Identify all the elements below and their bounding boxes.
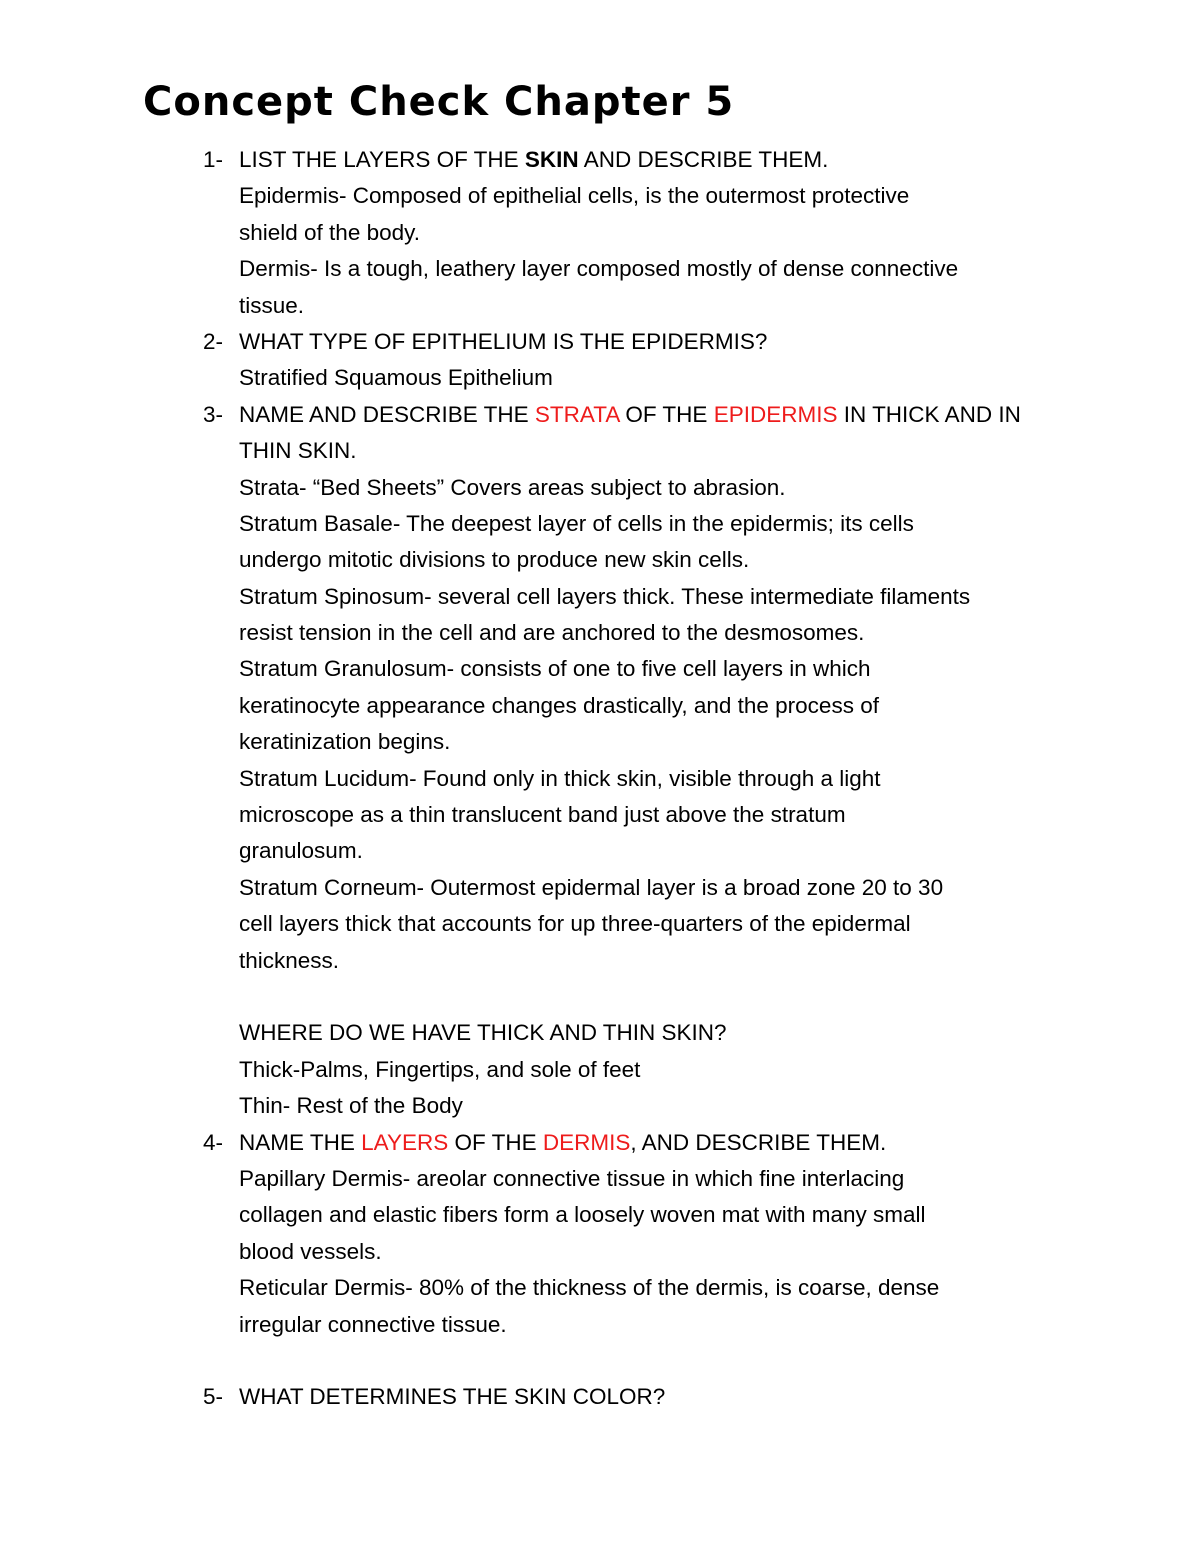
answer-line: blood vessels.	[239, 1238, 382, 1264]
blank-line	[0, 979, 1200, 1015]
question-5	[0, 1379, 1200, 1415]
answer-line: undergo mitotic divisions to produce new skin cells.	[239, 547, 750, 573]
question-text: IN THICK AND IN	[837, 401, 1021, 427]
answer-line: Thick-Palms, Fingertips, and sole of feet	[239, 1056, 641, 1082]
answer-line: Papillary Dermis- areolar connective tissue in which fine interlacing	[239, 1165, 905, 1191]
answer-line: Stratum Spinosum- several cell layers thick. These intermediate filaments	[239, 583, 971, 609]
answer-line: cell layers thick that accounts for up three-quarters of the epidermal	[239, 911, 911, 937]
question-number: 2-	[203, 328, 224, 354]
question-number: 4-	[203, 1129, 224, 1155]
answer-line: granulosum.	[239, 838, 363, 864]
question-keyword: STRATA	[534, 401, 620, 427]
question-text: WHAT TYPE OF EPITHELIUM IS THE EPIDERMIS?	[239, 328, 768, 354]
page-title: Concept Check Chapter 5	[143, 79, 735, 125]
answer-line: Strata- “Bed Sheets” Covers areas subject to abrasion.	[239, 474, 786, 500]
question-list	[0, 142, 1200, 1416]
question-emphasis: SKIN	[524, 147, 579, 172]
answer-line: tissue.	[239, 292, 305, 318]
question-3	[0, 397, 1200, 433]
answer-line: microscope as a thin translucent band just above the stratum	[239, 802, 846, 828]
answer-line: irregular connective tissue.	[239, 1311, 507, 1337]
question-4	[0, 1125, 1200, 1161]
question-text: NAME THE	[239, 1129, 362, 1155]
question-keyword: EPIDERMIS	[713, 401, 838, 427]
sub-question: WHERE DO WE HAVE THICK AND THIN SKIN?	[239, 1020, 727, 1046]
question-number: 3-	[203, 401, 224, 427]
question-keyword: LAYERS	[361, 1129, 449, 1155]
answer-line: Dermis- Is a tough, leathery layer composed mostly of dense connective	[239, 256, 959, 282]
question-text-continued: THIN SKIN.	[239, 438, 357, 464]
question-text: NAME AND DESCRIBE THE	[239, 401, 535, 427]
answer-line: Epidermis- Composed of epithelial cells, is the outermost protective	[239, 183, 910, 209]
answer-line: Stratum Basale- The deepest layer of cells in the epidermis; its cells	[239, 510, 914, 536]
question-number: 5-	[203, 1384, 224, 1410]
answer-line: resist tension in the cell and are anchored to the desmosomes.	[239, 620, 865, 646]
answer-line: Stratum Corneum- Outermost epidermal layer is a broad zone 20 to 30	[239, 874, 944, 900]
question-text: OF THE	[619, 401, 714, 427]
answer-line: keratinocyte appearance changes drastically, and the process of	[239, 692, 879, 718]
question-text: LIST THE LAYERS OF THE	[239, 147, 525, 172]
answer-line: Stratum Lucidum- Found only in thick skin, visible through a light	[239, 765, 881, 791]
answer-line: collagen and elastic fibers form a loosely woven mat with many small	[239, 1202, 926, 1228]
answer-line: Stratified Squamous Epithelium	[239, 365, 553, 391]
question-2	[0, 324, 1200, 360]
question-keyword: DERMIS	[542, 1129, 631, 1155]
answer-line: Reticular Dermis- 80% of the thickness of the dermis, is coarse, dense	[239, 1275, 940, 1301]
answer-line: shield of the body.	[239, 219, 420, 245]
question-1	[0, 142, 1200, 178]
blank-line	[0, 1343, 1200, 1379]
answer-line: thickness.	[239, 947, 340, 973]
question-text: WHAT DETERMINES THE SKIN COLOR?	[239, 1384, 666, 1410]
answer-line: Thin- Rest of the Body	[239, 1093, 463, 1119]
question-text: AND DESCRIBE THEM.	[578, 147, 829, 172]
question-text: OF THE	[448, 1129, 543, 1155]
answer-line: Stratum Granulosum- consists of one to five cell layers in which	[239, 656, 871, 682]
answer-line: keratinization begins.	[239, 729, 451, 755]
question-number: 1-	[203, 147, 224, 172]
question-text: , AND DESCRIBE THEM.	[630, 1129, 887, 1155]
